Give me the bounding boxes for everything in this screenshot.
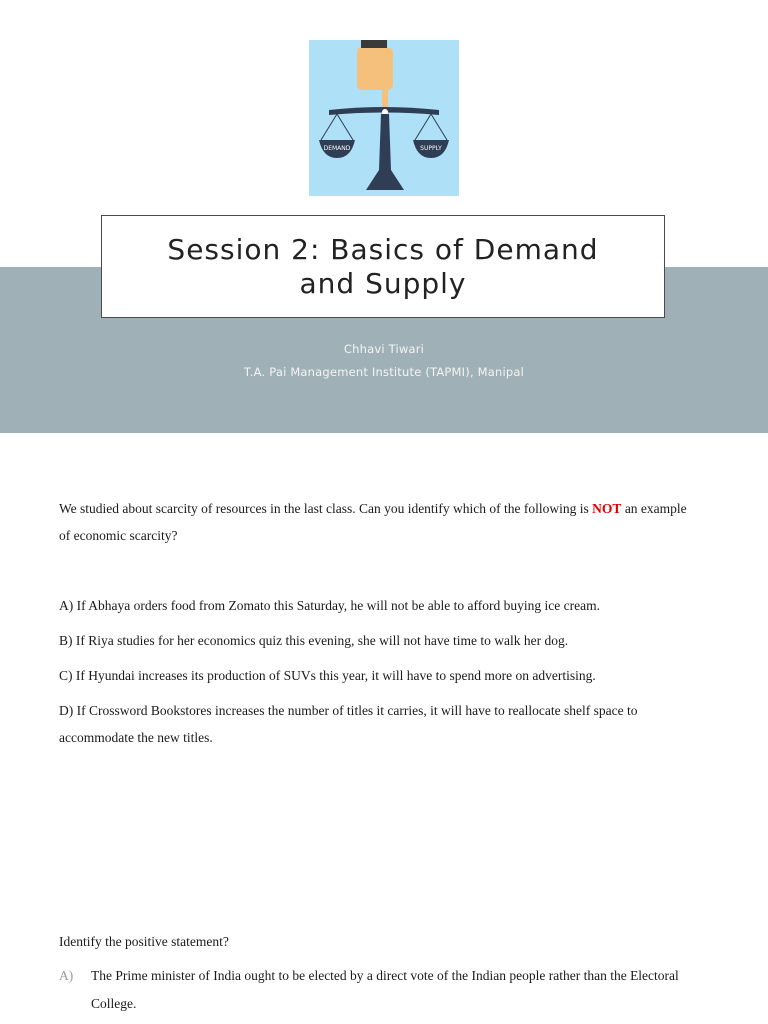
supply-pan-label: SUPPLY [420, 145, 442, 152]
demand-pan-label: DEMAND [323, 145, 351, 152]
question-1-option-a: A) If Abhaya orders food from Zomato this Saturday, he will not be able to afford buying ice cream. [59, 598, 600, 613]
slide-title: Session 2: Basics of Demand and Supply [167, 232, 599, 300]
question-1-prompt [59, 495, 699, 549]
institute-name: T.A. Pai Management Institute (TAPMI), Manipal [243, 365, 525, 379]
question-1-text-start: We studied about scarcity of resources in the last class. Can you identify which of the following is [59, 501, 593, 516]
balance-scale-icon [309, 40, 459, 196]
not-emphasis: NOT [592, 501, 622, 516]
question-1-text-end: an example of economic scarcity? [59, 501, 687, 543]
demand-supply-logo [309, 40, 459, 196]
question-1-option-d: D) If Crossword Bookstores increases the number of titles it carries, it will have to reallocate shelf space to accommodate the new titles. [59, 703, 638, 745]
author-name: Chhavi Tiwari [343, 342, 425, 356]
question-1-option-b: B) If Riya studies for her economics quiz this evening, she will not have time to walk her dog. [59, 633, 569, 648]
question-2-prompt: Identify the positive statement? [59, 934, 229, 949]
question-2-option-a [59, 962, 699, 1018]
question-1-option-c: C) If Hyundai increases its production of SUVs this year, it will have to spend more on advertising. [59, 668, 596, 683]
option-letter: A) [59, 968, 74, 983]
option-text: The Prime minister of India ought to be elected by a direct vote of the Indian people rather than the Electoral College. [91, 968, 679, 1011]
title-box [101, 215, 665, 318]
